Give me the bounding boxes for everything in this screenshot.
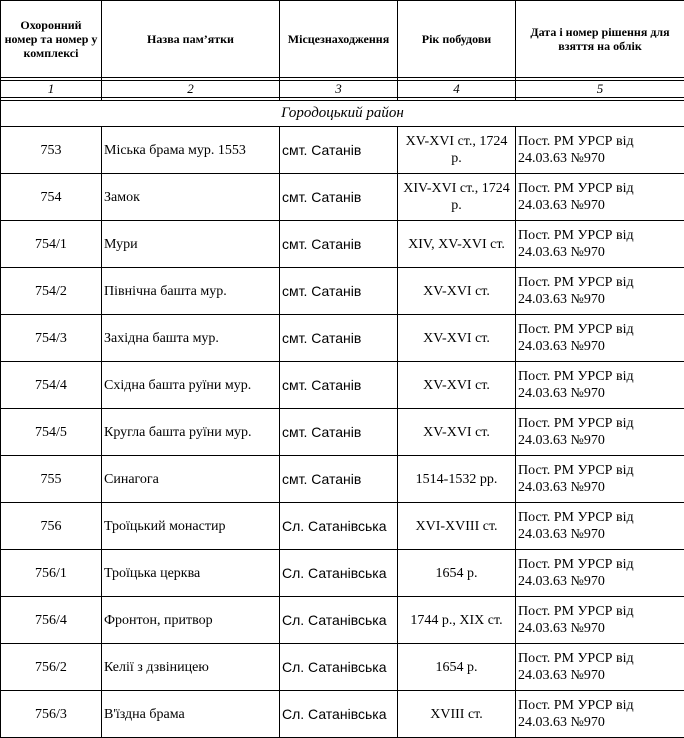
protection-number-cell: 754/5	[1, 409, 102, 456]
year-built-cell: XV-XVI ст.	[398, 409, 516, 456]
decision-cell: Пост. РМ УРСР від 24.03.63 №970	[516, 362, 684, 409]
year-built-cell: 1654 р.	[398, 644, 516, 691]
location-cell: Сл. Сатанівська	[280, 550, 398, 597]
decision-cell: Пост. РМ УРСР від 24.03.63 №970	[516, 174, 684, 221]
monument-name-cell: Келії з дзвіницею	[102, 644, 280, 691]
year-built-cell: XV-XVI ст.	[398, 315, 516, 362]
location-cell: смт. Сатанів	[280, 362, 398, 409]
table-row	[1, 315, 684, 362]
table-row	[1, 174, 684, 221]
year-built-cell: 1514-1532 рр.	[398, 456, 516, 503]
protection-number-cell: 754	[1, 174, 102, 221]
protection-number-cell: 756/1	[1, 550, 102, 597]
year-built-cell: XV-XVI ст., 1724 р.	[398, 127, 516, 174]
table-row	[1, 221, 684, 268]
header-year-built: Рік побудови	[398, 1, 516, 78]
table-row	[1, 268, 684, 315]
decision-cell: Пост. РМ УРСР від 24.03.63 №970	[516, 456, 684, 503]
table-row	[1, 362, 684, 409]
monument-name-cell: В'їздна брама	[102, 691, 280, 738]
year-built-cell: XVIII ст.	[398, 691, 516, 738]
column-numbers-row	[1, 81, 684, 98]
decision-cell: Пост. РМ УРСР від 24.03.63 №970	[516, 503, 684, 550]
monument-name-cell: Кругла башта руїни мур.	[102, 409, 280, 456]
location-cell: Сл. Сатанівська	[280, 503, 398, 550]
decision-cell: Пост. РМ УРСР від 24.03.63 №970	[516, 550, 684, 597]
year-built-cell: 1744 р., XIX ст.	[398, 597, 516, 644]
monument-name-cell: Північна башта мур.	[102, 268, 280, 315]
location-cell: смт. Сатанів	[280, 409, 398, 456]
header-location: Місцезнаходження	[280, 1, 398, 78]
location-cell: Сл. Сатанівська	[280, 597, 398, 644]
location-cell: смт. Сатанів	[280, 174, 398, 221]
decision-cell: Пост. РМ УРСР від 24.03.63 №970	[516, 644, 684, 691]
decision-cell: Пост. РМ УРСР від 24.03.63 №970	[516, 268, 684, 315]
protection-number-cell: 754/2	[1, 268, 102, 315]
decision-cell: Пост. РМ УРСР від 24.03.63 №970	[516, 221, 684, 268]
protection-number-cell: 756/3	[1, 691, 102, 738]
column-number: 5	[516, 81, 684, 98]
table-row	[1, 409, 684, 456]
monument-name-cell: Мури	[102, 221, 280, 268]
decision-cell: Пост. РМ УРСР від 24.03.63 №970	[516, 409, 684, 456]
location-cell: смт. Сатанів	[280, 315, 398, 362]
table-row	[1, 691, 684, 738]
decision-cell: Пост. РМ УРСР від 24.03.63 №970	[516, 691, 684, 738]
column-number: 2	[102, 81, 280, 98]
header-protection-number: Охоронний номер та номер у комплексі	[1, 1, 102, 78]
year-built-cell: XV-XVI ст.	[398, 362, 516, 409]
table-row	[1, 503, 684, 550]
location-cell: Сл. Сатанівська	[280, 691, 398, 738]
header-decision: Дата і номер рішення для взяття на облік	[516, 1, 684, 78]
location-cell: смт. Сатанів	[280, 221, 398, 268]
protection-number-cell: 754/3	[1, 315, 102, 362]
table-row	[1, 456, 684, 503]
decision-cell: Пост. РМ УРСР від 24.03.63 №970	[516, 315, 684, 362]
protection-number-cell: 754/4	[1, 362, 102, 409]
decision-cell: Пост. РМ УРСР від 24.03.63 №970	[516, 127, 684, 174]
table-row	[1, 644, 684, 691]
monument-name-cell: Міська брама мур. 1553	[102, 127, 280, 174]
table-row	[1, 597, 684, 644]
location-cell: смт. Сатанів	[280, 268, 398, 315]
header-row	[1, 1, 684, 78]
column-number: 4	[398, 81, 516, 98]
district-title: Городоцький район	[1, 101, 684, 127]
monument-name-cell: Синагога	[102, 456, 280, 503]
decision-cell: Пост. РМ УРСР від 24.03.63 №970	[516, 597, 684, 644]
protection-number-cell: 755	[1, 456, 102, 503]
monument-name-cell: Фронтон, притвор	[102, 597, 280, 644]
table-row	[1, 550, 684, 597]
protection-number-cell: 756/4	[1, 597, 102, 644]
monument-name-cell: Троїцька церква	[102, 550, 280, 597]
year-built-cell: 1654 р.	[398, 550, 516, 597]
protection-number-cell: 756/2	[1, 644, 102, 691]
monument-name-cell: Троїцький монастир	[102, 503, 280, 550]
location-cell: смт. Сатанів	[280, 127, 398, 174]
monument-name-cell: Замок	[102, 174, 280, 221]
year-built-cell: XIV-XVI ст., 1724 р.	[398, 174, 516, 221]
column-number: 3	[280, 81, 398, 98]
column-number: 1	[1, 81, 102, 98]
district-row	[1, 101, 684, 127]
protection-number-cell: 756	[1, 503, 102, 550]
location-cell: смт. Сатанів	[280, 456, 398, 503]
year-built-cell: XV-XVI ст.	[398, 268, 516, 315]
header-monument-name: Назва пам’ятки	[102, 1, 280, 78]
monument-name-cell: Західна башта мур.	[102, 315, 280, 362]
protection-number-cell: 754/1	[1, 221, 102, 268]
table-row	[1, 127, 684, 174]
monument-name-cell: Східна башта руїни мур.	[102, 362, 280, 409]
location-cell: Сл. Сатанівська	[280, 644, 398, 691]
year-built-cell: XIV, XV-XVI ст.	[398, 221, 516, 268]
protection-number-cell: 753	[1, 127, 102, 174]
year-built-cell: XVI-XVIII ст.	[398, 503, 516, 550]
